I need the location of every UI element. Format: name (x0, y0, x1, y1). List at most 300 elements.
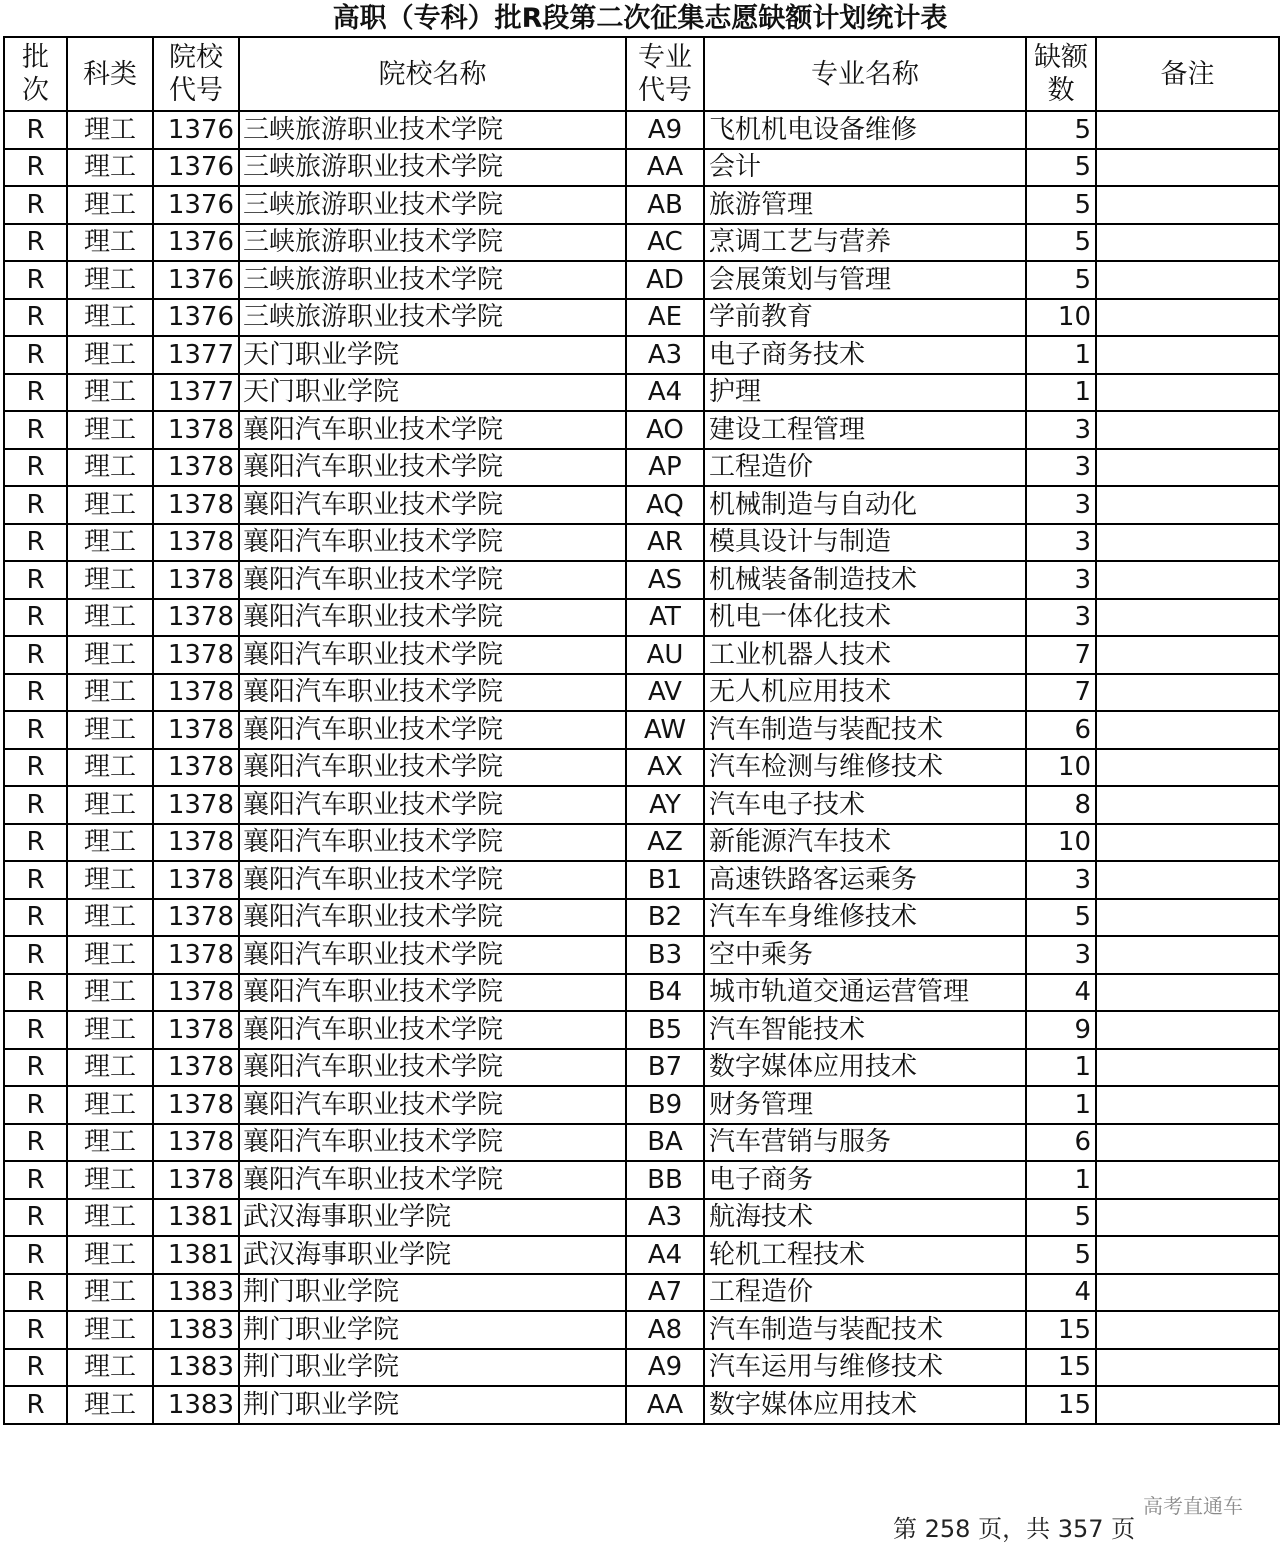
cell-school-name: 襄阳汽车职业技术学院 (239, 1011, 626, 1049)
cell-batch: R (4, 149, 67, 187)
cell-batch: R (4, 374, 67, 412)
cell-category: 理工 (67, 674, 153, 712)
cell-vacancies: 15 (1026, 1349, 1096, 1387)
cell-major-code: AE (626, 299, 704, 337)
cell-school-name: 荆门职业学院 (239, 1274, 626, 1312)
cell-note (1096, 786, 1279, 824)
cell-major-code: AY (626, 786, 704, 824)
cell-school-code: 1383 (153, 1349, 239, 1387)
cell-batch: R (4, 674, 67, 712)
cell-major-code: B1 (626, 861, 704, 899)
cell-school-name: 襄阳汽车职业技术学院 (239, 599, 626, 637)
cell-category: 理工 (67, 149, 153, 187)
cell-category: 理工 (67, 599, 153, 637)
cell-school-name: 荆门职业学院 (239, 1349, 626, 1387)
cell-school-name: 天门职业学院 (239, 374, 626, 412)
cell-major-code: AO (626, 411, 704, 449)
cell-major-name: 高速铁路客运乘务 (704, 861, 1026, 899)
cell-category: 理工 (67, 749, 153, 787)
cell-vacancies: 3 (1026, 599, 1096, 637)
cell-category: 理工 (67, 186, 153, 224)
cell-category: 理工 (67, 486, 153, 524)
cell-school-name: 襄阳汽车职业技术学院 (239, 899, 626, 937)
cell-note (1096, 1049, 1279, 1087)
cell-major-name: 电子商务 (704, 1161, 1026, 1199)
cell-major-name: 机械装备制造技术 (704, 561, 1026, 599)
cell-category: 理工 (67, 449, 153, 487)
cell-major-code: B5 (626, 1011, 704, 1049)
cell-vacancies: 8 (1026, 786, 1096, 824)
cell-batch: R (4, 299, 67, 337)
cell-batch: R (4, 636, 67, 674)
cell-school-name: 武汉海事职业学院 (239, 1236, 626, 1274)
cell-major-code: AA (626, 149, 704, 187)
table-row (4, 411, 1279, 449)
cell-batch: R (4, 1161, 67, 1199)
cell-school-code: 1381 (153, 1199, 239, 1237)
cell-school-name: 襄阳汽车职业技术学院 (239, 786, 626, 824)
cell-school-code: 1378 (153, 524, 239, 562)
cell-major-code: AR (626, 524, 704, 562)
cell-major-name: 空中乘务 (704, 936, 1026, 974)
cell-school-name: 襄阳汽车职业技术学院 (239, 486, 626, 524)
cell-vacancies: 5 (1026, 111, 1096, 149)
cell-major-name: 汽车车身维修技术 (704, 899, 1026, 937)
cell-vacancies: 7 (1026, 636, 1096, 674)
table-row (4, 636, 1279, 674)
cell-major-code: AX (626, 749, 704, 787)
cell-school-name: 襄阳汽车职业技术学院 (239, 749, 626, 787)
cell-school-name: 襄阳汽车职业技术学院 (239, 824, 626, 862)
cell-major-code: BB (626, 1161, 704, 1199)
cell-note (1096, 1086, 1279, 1124)
cell-major-code: B3 (626, 936, 704, 974)
table-row (4, 786, 1279, 824)
table-body (4, 111, 1279, 1424)
cell-school-name: 襄阳汽车职业技术学院 (239, 974, 626, 1012)
cell-major-code: A3 (626, 336, 704, 374)
table-row (4, 374, 1279, 412)
table-row (4, 186, 1279, 224)
table-row (4, 824, 1279, 862)
cell-category: 理工 (67, 1386, 153, 1424)
cell-category: 理工 (67, 336, 153, 374)
cell-category: 理工 (67, 1011, 153, 1049)
cell-batch: R (4, 186, 67, 224)
cell-school-code: 1378 (153, 786, 239, 824)
cell-school-name: 武汉海事职业学院 (239, 1199, 626, 1237)
cell-school-code: 1376 (153, 111, 239, 149)
cell-major-name: 财务管理 (704, 1086, 1026, 1124)
header-school-name: 院校名称 (239, 37, 626, 111)
table-row (4, 1049, 1279, 1087)
cell-major-code: B4 (626, 974, 704, 1012)
cell-major-name: 机械制造与自动化 (704, 486, 1026, 524)
table-row (4, 299, 1279, 337)
cell-major-name: 飞机机电设备维修 (704, 111, 1026, 149)
cell-major-name: 会展策划与管理 (704, 261, 1026, 299)
page-number: 第 258 页，共 357 页 (893, 1515, 1136, 1543)
cell-note (1096, 149, 1279, 187)
cell-major-code: AZ (626, 824, 704, 862)
cell-batch: R (4, 411, 67, 449)
cell-school-code: 1378 (153, 599, 239, 637)
cell-category: 理工 (67, 824, 153, 862)
cell-school-code: 1378 (153, 824, 239, 862)
cell-school-code: 1383 (153, 1274, 239, 1312)
cell-note (1096, 861, 1279, 899)
cell-school-code: 1378 (153, 449, 239, 487)
header-category: 科类 (67, 37, 153, 111)
cell-category: 理工 (67, 561, 153, 599)
cell-vacancies: 6 (1026, 711, 1096, 749)
cell-major-code: A9 (626, 111, 704, 149)
cell-vacancies: 3 (1026, 449, 1096, 487)
cell-school-code: 1376 (153, 224, 239, 262)
cell-category: 理工 (67, 861, 153, 899)
cell-school-code: 1378 (153, 1086, 239, 1124)
cell-school-name: 襄阳汽车职业技术学院 (239, 449, 626, 487)
cell-major-name: 汽车制造与装配技术 (704, 1311, 1026, 1349)
cell-vacancies: 5 (1026, 261, 1096, 299)
cell-major-name: 汽车制造与装配技术 (704, 711, 1026, 749)
cell-major-name: 轮机工程技术 (704, 1236, 1026, 1274)
table-row (4, 336, 1279, 374)
cell-major-name: 机电一体化技术 (704, 599, 1026, 637)
cell-major-code: AW (626, 711, 704, 749)
cell-category: 理工 (67, 711, 153, 749)
cell-school-code: 1378 (153, 1011, 239, 1049)
cell-note (1096, 1236, 1279, 1274)
table-row (4, 599, 1279, 637)
cell-school-code: 1383 (153, 1311, 239, 1349)
cell-major-code: AB (626, 186, 704, 224)
header-school-code: 院校代号 (153, 37, 239, 111)
table-row (4, 1086, 1279, 1124)
cell-major-code: B7 (626, 1049, 704, 1087)
table-row (4, 561, 1279, 599)
cell-school-name: 三峡旅游职业技术学院 (239, 186, 626, 224)
cell-note (1096, 111, 1279, 149)
cell-school-code: 1378 (153, 1124, 239, 1162)
cell-major-name: 汽车营销与服务 (704, 1124, 1026, 1162)
cell-school-name: 襄阳汽车职业技术学院 (239, 636, 626, 674)
cell-vacancies: 1 (1026, 336, 1096, 374)
cell-vacancies: 5 (1026, 1199, 1096, 1237)
table-row (4, 224, 1279, 262)
cell-school-code: 1378 (153, 936, 239, 974)
cell-major-code: AU (626, 636, 704, 674)
cell-major-name: 新能源汽车技术 (704, 824, 1026, 862)
table-row (4, 524, 1279, 562)
cell-school-name: 襄阳汽车职业技术学院 (239, 411, 626, 449)
cell-note (1096, 1386, 1279, 1424)
cell-major-code: A4 (626, 1236, 704, 1274)
cell-vacancies: 5 (1026, 149, 1096, 187)
header-vacancies: 缺额数 (1026, 37, 1096, 111)
cell-vacancies: 1 (1026, 1049, 1096, 1087)
cell-school-code: 1376 (153, 186, 239, 224)
cell-category: 理工 (67, 1274, 153, 1312)
cell-category: 理工 (67, 1199, 153, 1237)
cell-major-name: 工程造价 (704, 1274, 1026, 1312)
cell-school-name: 天门职业学院 (239, 336, 626, 374)
cell-note (1096, 1011, 1279, 1049)
table-row (4, 1274, 1279, 1312)
table-row (4, 1124, 1279, 1162)
cell-school-name: 三峡旅游职业技术学院 (239, 224, 626, 262)
page-title: 高职（专科）批R段第二次征集志愿缺额计划统计表 (332, 3, 948, 34)
cell-school-name: 襄阳汽车职业技术学院 (239, 674, 626, 712)
cell-major-name: 汽车智能技术 (704, 1011, 1026, 1049)
cell-major-name: 建设工程管理 (704, 411, 1026, 449)
cell-batch: R (4, 561, 67, 599)
cell-category: 理工 (67, 974, 153, 1012)
cell-note (1096, 224, 1279, 262)
table-row (4, 936, 1279, 974)
cell-note (1096, 1161, 1279, 1199)
cell-school-code: 1378 (153, 899, 239, 937)
table-row (4, 861, 1279, 899)
cell-batch: R (4, 974, 67, 1012)
cell-major-code: A7 (626, 1274, 704, 1312)
cell-batch: R (4, 861, 67, 899)
cell-major-code: AT (626, 599, 704, 637)
cell-major-code: AS (626, 561, 704, 599)
header-note: 备注 (1096, 37, 1279, 111)
cell-school-name: 襄阳汽车职业技术学院 (239, 861, 626, 899)
cell-major-name: 工程造价 (704, 449, 1026, 487)
table-header-row (4, 37, 1279, 111)
cell-major-code: A9 (626, 1349, 704, 1387)
cell-vacancies: 3 (1026, 561, 1096, 599)
table-row (4, 486, 1279, 524)
table-row (4, 1161, 1279, 1199)
cell-batch: R (4, 224, 67, 262)
cell-batch: R (4, 449, 67, 487)
cell-major-name: 数字媒体应用技术 (704, 1049, 1026, 1087)
cell-school-code: 1376 (153, 299, 239, 337)
cell-major-name: 汽车运用与维修技术 (704, 1349, 1026, 1387)
cell-note (1096, 1199, 1279, 1237)
cell-note (1096, 299, 1279, 337)
cell-note (1096, 936, 1279, 974)
table-row (4, 1311, 1279, 1349)
table-row (4, 674, 1279, 712)
cell-category: 理工 (67, 411, 153, 449)
cell-major-name: 电子商务技术 (704, 336, 1026, 374)
table-row (4, 111, 1279, 149)
cell-school-name: 三峡旅游职业技术学院 (239, 149, 626, 187)
cell-vacancies: 1 (1026, 1086, 1096, 1124)
cell-batch: R (4, 1386, 67, 1424)
cell-category: 理工 (67, 374, 153, 412)
cell-batch: R (4, 1236, 67, 1274)
table-row (4, 974, 1279, 1012)
cell-school-name: 襄阳汽车职业技术学院 (239, 1161, 626, 1199)
cell-vacancies: 1 (1026, 1161, 1096, 1199)
cell-category: 理工 (67, 1349, 153, 1387)
cell-school-name: 襄阳汽车职业技术学院 (239, 524, 626, 562)
cell-major-code: BA (626, 1124, 704, 1162)
cell-note (1096, 749, 1279, 787)
cell-note (1096, 1349, 1279, 1387)
table-row (4, 149, 1279, 187)
cell-school-code: 1378 (153, 561, 239, 599)
cell-batch: R (4, 1311, 67, 1349)
table-row (4, 711, 1279, 749)
table-row (4, 1386, 1279, 1424)
cell-major-code: A8 (626, 1311, 704, 1349)
cell-school-name: 襄阳汽车职业技术学院 (239, 936, 626, 974)
cell-note (1096, 599, 1279, 637)
cell-school-name: 三峡旅游职业技术学院 (239, 299, 626, 337)
table-row (4, 749, 1279, 787)
cell-vacancies: 15 (1026, 1386, 1096, 1424)
cell-major-name: 烹调工艺与营养 (704, 224, 1026, 262)
cell-major-code: B9 (626, 1086, 704, 1124)
cell-major-code: AP (626, 449, 704, 487)
cell-note (1096, 711, 1279, 749)
cell-school-code: 1378 (153, 974, 239, 1012)
cell-school-code: 1378 (153, 1049, 239, 1087)
cell-major-name: 数字媒体应用技术 (704, 1386, 1026, 1424)
cell-school-code: 1383 (153, 1386, 239, 1424)
cell-school-code: 1381 (153, 1236, 239, 1274)
cell-vacancies: 4 (1026, 974, 1096, 1012)
cell-batch: R (4, 1049, 67, 1087)
cell-major-name: 城市轨道交通运营管理 (704, 974, 1026, 1012)
cell-vacancies: 3 (1026, 936, 1096, 974)
cell-category: 理工 (67, 299, 153, 337)
cell-category: 理工 (67, 1236, 153, 1274)
cell-category: 理工 (67, 1161, 153, 1199)
cell-note (1096, 336, 1279, 374)
cell-school-name: 三峡旅游职业技术学院 (239, 261, 626, 299)
cell-category: 理工 (67, 524, 153, 562)
cell-category: 理工 (67, 1124, 153, 1162)
cell-school-code: 1378 (153, 636, 239, 674)
cell-note (1096, 449, 1279, 487)
header-major-code: 专业代号 (626, 37, 704, 111)
table-row (4, 899, 1279, 937)
table-row (4, 1349, 1279, 1387)
cell-category: 理工 (67, 261, 153, 299)
cell-batch: R (4, 711, 67, 749)
cell-school-code: 1377 (153, 374, 239, 412)
cell-major-code: A4 (626, 374, 704, 412)
cell-note (1096, 411, 1279, 449)
cell-major-name: 航海技术 (704, 1199, 1026, 1237)
cell-batch: R (4, 261, 67, 299)
cell-major-code: AQ (626, 486, 704, 524)
cell-batch: R (4, 524, 67, 562)
cell-note (1096, 824, 1279, 862)
cell-school-name: 襄阳汽车职业技术学院 (239, 1049, 626, 1087)
cell-batch: R (4, 1086, 67, 1124)
cell-school-code: 1378 (153, 861, 239, 899)
table-row (4, 449, 1279, 487)
cell-batch: R (4, 936, 67, 974)
cell-note (1096, 261, 1279, 299)
cell-note (1096, 1274, 1279, 1312)
cell-vacancies: 3 (1026, 411, 1096, 449)
cell-batch: R (4, 1274, 67, 1312)
header-major-name: 专业名称 (704, 37, 1026, 111)
cell-batch: R (4, 336, 67, 374)
cell-batch: R (4, 749, 67, 787)
cell-school-code: 1378 (153, 749, 239, 787)
cell-batch: R (4, 1199, 67, 1237)
cell-vacancies: 5 (1026, 186, 1096, 224)
cell-major-code: AV (626, 674, 704, 712)
cell-category: 理工 (67, 936, 153, 974)
cell-school-code: 1378 (153, 1161, 239, 1199)
cell-category: 理工 (67, 111, 153, 149)
cell-note (1096, 674, 1279, 712)
cell-vacancies: 10 (1026, 824, 1096, 862)
cell-major-name: 无人机应用技术 (704, 674, 1026, 712)
cell-batch: R (4, 786, 67, 824)
cell-vacancies: 9 (1026, 1011, 1096, 1049)
cell-vacancies: 3 (1026, 861, 1096, 899)
table-row (4, 261, 1279, 299)
cell-school-name: 荆门职业学院 (239, 1386, 626, 1424)
cell-note (1096, 636, 1279, 674)
cell-vacancies: 1 (1026, 374, 1096, 412)
cell-note (1096, 486, 1279, 524)
cell-major-name: 护理 (704, 374, 1026, 412)
cell-major-name: 旅游管理 (704, 186, 1026, 224)
cell-vacancies: 10 (1026, 749, 1096, 787)
watermark: 高考直通车 (1143, 1494, 1243, 1518)
cell-school-code: 1378 (153, 411, 239, 449)
cell-note (1096, 186, 1279, 224)
cell-school-name: 襄阳汽车职业技术学院 (239, 561, 626, 599)
cell-school-name: 襄阳汽车职业技术学院 (239, 1124, 626, 1162)
cell-batch: R (4, 599, 67, 637)
cell-vacancies: 6 (1026, 1124, 1096, 1162)
table-row (4, 1011, 1279, 1049)
cell-category: 理工 (67, 1049, 153, 1087)
cell-batch: R (4, 111, 67, 149)
cell-category: 理工 (67, 899, 153, 937)
cell-school-code: 1378 (153, 674, 239, 712)
cell-major-name: 工业机器人技术 (704, 636, 1026, 674)
cell-category: 理工 (67, 224, 153, 262)
cell-major-name: 汽车电子技术 (704, 786, 1026, 824)
cell-school-code: 1376 (153, 149, 239, 187)
cell-note (1096, 974, 1279, 1012)
cell-school-code: 1378 (153, 486, 239, 524)
cell-major-code: B2 (626, 899, 704, 937)
cell-school-code: 1378 (153, 711, 239, 749)
cell-school-code: 1377 (153, 336, 239, 374)
cell-school-name: 襄阳汽车职业技术学院 (239, 711, 626, 749)
cell-batch: R (4, 486, 67, 524)
cell-note (1096, 1311, 1279, 1349)
cell-vacancies: 5 (1026, 224, 1096, 262)
cell-major-code: AD (626, 261, 704, 299)
cell-major-name: 汽车检测与维修技术 (704, 749, 1026, 787)
cell-major-code: AA (626, 1386, 704, 1424)
cell-vacancies: 15 (1026, 1311, 1096, 1349)
cell-category: 理工 (67, 636, 153, 674)
cell-major-name: 学前教育 (704, 299, 1026, 337)
cell-category: 理工 (67, 1311, 153, 1349)
cell-batch: R (4, 1011, 67, 1049)
cell-vacancies: 4 (1026, 1274, 1096, 1312)
